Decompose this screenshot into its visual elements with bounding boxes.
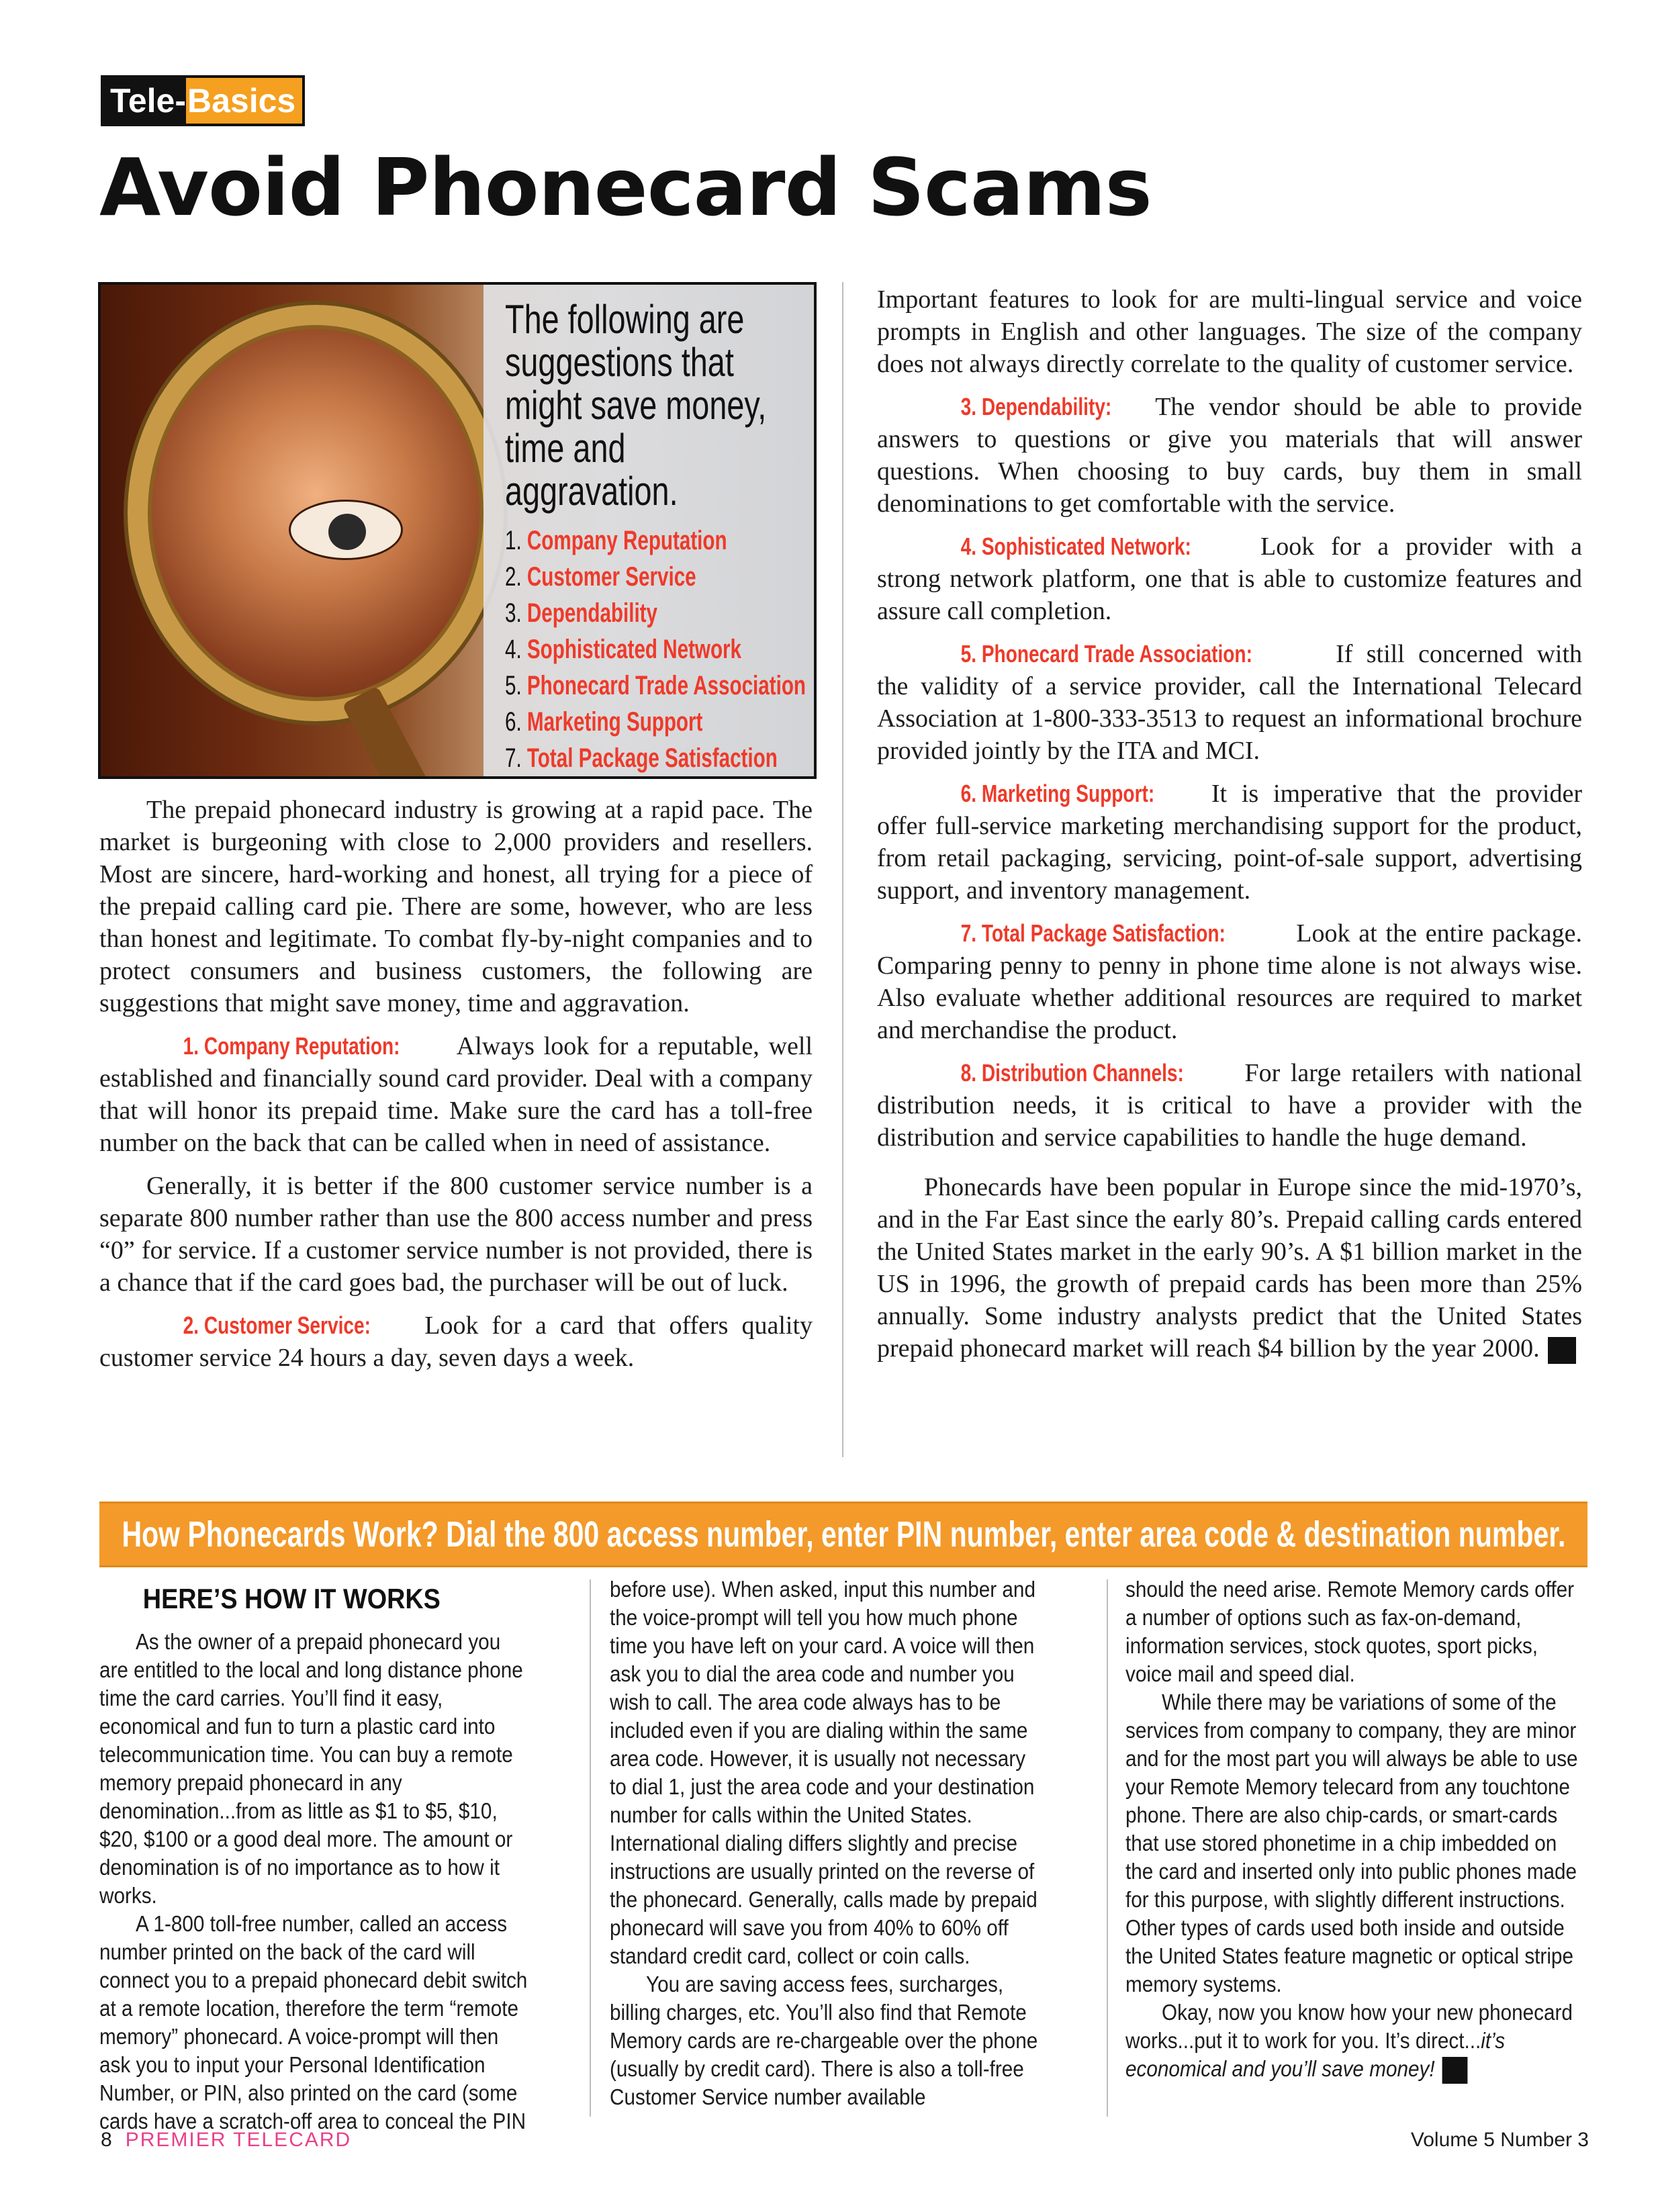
how-it-works-banner xyxy=(99,1502,1587,1567)
suggestion-item: 2. Customer Service xyxy=(505,562,696,592)
suggestion-item xyxy=(505,776,803,779)
paragraph-dependability: 3. Dependability: The vendor should be able to provide answers to questions or give you materials that will answer questions. When choosing to buy cards, buy them in small denominations to get comfortable with the service. xyxy=(877,393,1582,518)
paragraph-trade-association: 5. Phonecard Trade Association: If still concerned with the validity of a service provider, call the International Telecard Association at 1-800-333-3513 to request an informational brochure provided jointly by the ITA and MCI. xyxy=(877,640,1582,765)
how-paragraph: before use). When asked, input this number and the voice-prompt will tell you how much phone time you have left on your card. A voice will then ask you to dial the area code and number you wish to call. The area code always has to be included even if you are dialing within the same area code. However, it is usually not necessary to dial 1, just the area code and your destination number for calls within the United States. International dialing differs slightly and precise instructions are usually printed on the reverse of the phonecard. Generally, calls made by prepaid phonecard will save you from 40% to 60% off standard credit card, collect or coin calls. xyxy=(610,1577,1038,1968)
paragraph-distribution: 8. Distribution Channels: For large retailers with national distribution needs, it is critical to have a provider with the distribution and service capabilities to handle the huge demand. xyxy=(877,1059,1582,1152)
eye-image xyxy=(289,500,403,560)
suggestion-item: 7. Total Package Satisfaction xyxy=(505,743,778,773)
how-column-1 xyxy=(99,1578,535,2135)
article-title: Avoid Phonecard Scams xyxy=(99,141,1152,234)
column-divider xyxy=(1107,1579,1108,2117)
end-mark-logo: PT xyxy=(1442,2057,1467,2084)
magnifier-photo-box xyxy=(98,282,817,779)
how-paragraph: Okay, now you know how your new phonecard works...put it to work for you. It’s direct...it’s economical and you’ll save money! PT xyxy=(1125,1998,1579,2084)
how-it-works-heading: HERE’S HOW IT WORKS xyxy=(142,1583,441,1614)
suggestion-item: 4. Sophisticated Network xyxy=(505,635,742,664)
paragraph-marketing: 6. Marketing Support: It is imperative that the provider offer full-service marketing merchandising support for the product, from retail packaging, servicing, point-of-sale support, advertising support, and inventory management. xyxy=(877,780,1582,905)
kicker-part1: Tele- xyxy=(103,78,186,124)
how-paragraph: A 1-800 toll-free number, called an access number printed on the back of the card will connect you to a prepaid phonecard debit switch at a remote location, therefore the term “remote memory” phonecard. A voice-prompt will then ask you to input your Personal Identification Number, or PIN, also printed on the card (some cards have a scratch-off area to conceal the PIN xyxy=(99,1911,528,2133)
magnifying-glass-image xyxy=(128,305,504,721)
suggestion-item: 3. Dependability xyxy=(505,598,657,628)
how-paragraph: You are saving access fees, surcharges, billing charges, etc. You’ll also find that Remote Memory cards are re-chargeable over the phone (usually by credit card). There is also a toll-free Customer Service number available xyxy=(610,1972,1038,2109)
column-divider xyxy=(590,1579,591,2117)
paragraph-customer-service: 2. Customer Service: Look for a card that offers quality customer service 24 hours a day, seven days a week. xyxy=(99,1311,813,1372)
suggestion-item: 1. Company Reputation xyxy=(505,526,727,555)
suggestion-item: 5. Phonecard Trade Association xyxy=(505,671,806,700)
paragraph-package: 7. Total Package Satisfaction: Look at the entire package. Comparing penny to penny in phone time alone is not always wise. Also evaluate whether additional resources are required to market and merchandise the product. xyxy=(877,919,1582,1044)
page-number: 8 xyxy=(101,2129,112,2151)
footer-left xyxy=(101,2129,351,2152)
suggestions-panel xyxy=(483,285,817,779)
how-paragraph: should the need arise. Remote Memory cards offer a number of options such as fax-on-demand, information services, stock quotes, sport picks, voice mail and speed dial. xyxy=(1125,1577,1575,1686)
suggestions-heading: The following are suggestions that might save money, time and aggravation. xyxy=(505,297,767,514)
how-column-3 xyxy=(1125,1575,1579,2084)
column-divider xyxy=(842,282,843,1457)
banner-text: How Phonecards Work? Dial the 800 access number, enter PIN number, enter area code & destination number. xyxy=(122,1514,1565,1555)
how-paragraph: While there may be variations of some of the services from company to company, they are minor and for the most part you will always be able to use your Remote Memory telecard from any touchtone phone. There are also chip-cards, or smart-cards that use stored phonetime in a chip imbedded on the card and inserted only into public phones made for this purpose, with slightly different instructions. Other types of cards used both inside and outside the United States feature magnetic or optical stripe memory systems. xyxy=(1125,1690,1578,1996)
issue-label: Volume 5 Number 3 xyxy=(1410,2129,1589,2151)
kicker-part2: Basics xyxy=(186,78,302,124)
paragraph-network: 4. Sophisticated Network: Look for a provider with a strong network platform, one that is able to customize features and assure call completion. xyxy=(877,533,1583,625)
end-mark-logo: PT xyxy=(1548,1337,1576,1364)
publication-name: PREMIER TELECARD xyxy=(125,2129,352,2151)
section-kicker xyxy=(101,75,305,126)
paragraph-features: Important features to look for are multi-lingual service and voice prompts in English and other languages. The size of the company does not always directly correlate to the quality of customer service. xyxy=(877,285,1582,378)
paragraph-company-reputation: 1. Company Reputation: Always look for a reputable, well established and financially sound card provider. Deal with a company that will honor its prepaid time. Make sure the card has a toll-free number on the back that can be called when in need of assistance. xyxy=(99,1032,813,1157)
paragraph-800-number: Generally, it is better if the 800 customer service number is a separate 800 number rather than use the 800 access number and press “0” for service. If a customer service number is not provided, there is a chance that if the card goes bad, the purchaser will be out of luck. xyxy=(99,1172,813,1297)
article-column-right xyxy=(877,283,1616,1375)
article-column-left xyxy=(99,794,813,1385)
how-column-2 xyxy=(610,1575,1045,2111)
intro-paragraph: The prepaid phonecard industry is growing at a rapid pace. The market is burgeoning with close to 2,000 providers and resellers. Most are sincere, hard-working and honest, all trying for a piece of the prepaid calling card pie. There are some, however, who are less than honest and legitimate. To combat fly-by-night companies and to protect consumers and business customers, the following are suggestions that might save money, time and aggravation. xyxy=(99,796,813,1017)
paragraph-closing: Phonecards have been popular in Europe since the mid-1970’s, and in the Far East since the early 80’s. Prepaid calling cards entered the United States market in the early 90’s. A $1 billion market in the US in 1996, the growth of prepaid cards has been more than 25% annually. Some industry analysts predict that the United States prepaid phonecard market will reach $4 billion by the year 2000. PT xyxy=(877,1171,1582,1365)
how-paragraph: As the owner of a prepaid phonecard you are entitled to the local and long distance phone time the card carries. You’ll find it easy, economical and fun to turn a plastic card into telecommunication time. You can buy a remote memory prepaid phonecard in any denomination...from as little as $1 to $5, $10, $20, $100 or a good deal more. The amount or denomination is of no importance as to how it works. xyxy=(99,1629,523,1908)
suggestions-list xyxy=(505,522,817,779)
suggestion-item: 6. Marketing Support xyxy=(505,707,703,737)
